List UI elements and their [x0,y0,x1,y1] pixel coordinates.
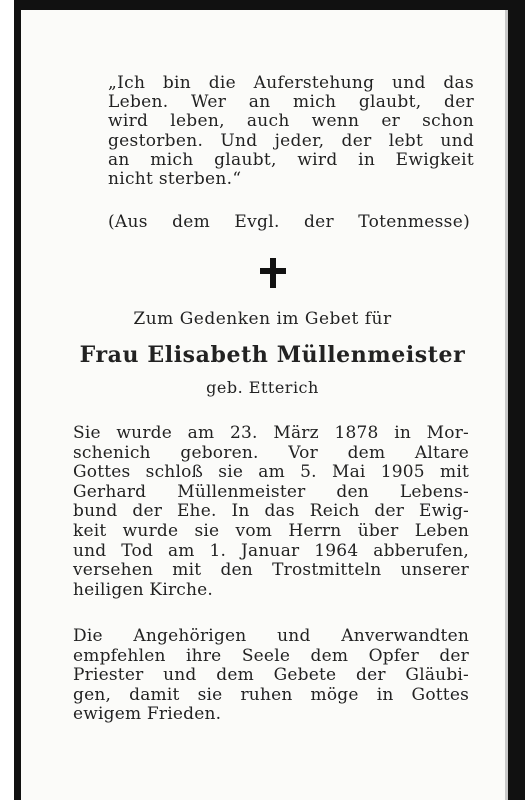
biography-line: schenich geboren. Vor dem Altare [73,442,469,463]
closing-line: Die Angehörigen und Anverwandten [73,626,469,646]
closing-line: ewigem Frieden. [73,704,222,725]
closing-line: empfehlen ihre Seele dem Opfer der [73,645,469,666]
quote-line: nicht sterben.“ [108,169,242,190]
biography-paragraph [73,424,469,600]
card-border-left [14,0,21,800]
bible-quote [108,74,474,189]
memorial-intro: Zum Gedenken im Gebet für [133,309,392,329]
closing-line: Priester und dem Gebete der Gläubi- [73,665,469,686]
quote-line: wird leben, auch wenn er schon [108,111,474,132]
biography-line: heiligen Kirche. [73,579,214,600]
quote-line: Leben. Wer an mich glaubt, der [108,92,474,113]
card-border-right [508,0,525,800]
birth-name: geb. Etterich [206,378,319,397]
deceased-name: Frau Elisabeth Müllenmeister [79,342,466,368]
biography-line: versehen mit den Trostmitteln unserer [73,560,469,581]
biography-line: Gottes schloß sie am 5. Mai 1905 mit [73,462,469,483]
closing-line: gen, damit sie ruhen möge in Gottes [73,684,469,705]
quote-line: „Ich bin die Auferstehung und das [108,73,474,93]
cross-icon [260,258,286,288]
quote-line: gestorben. Und jeder, der lebt und [108,130,474,151]
biography-line: bund der Ehe. In das Reich der Ewig- [73,501,469,522]
card-border-top [14,0,525,10]
biography-line: Sie wurde am 23. März 1878 in Mor- [73,423,469,443]
biography-line: und Tod am 1. Januar 1964 abberufen, [73,540,469,561]
quote-line: an mich glaubt, wird in Ewigkeit [108,149,474,170]
card-border-shadow [505,10,508,800]
closing-paragraph [73,627,469,725]
biography-line: Gerhard Müllenmeister den Lebens- [73,481,469,502]
biography-line: keit wurde sie vom Herrn über Leben [73,520,469,541]
quote-source: (Aus dem Evgl. der Totenmesse) [108,212,470,232]
